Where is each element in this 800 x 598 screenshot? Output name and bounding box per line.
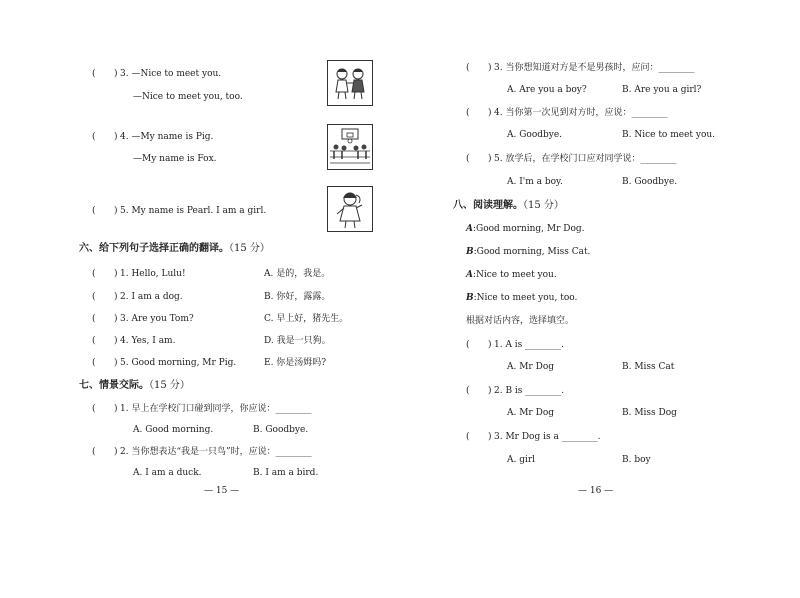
answer-paren-close: ) (488, 340, 492, 350)
dialogue-text: :Good morning, Miss Cat. (473, 247, 591, 257)
option-a: A. girl (507, 455, 536, 465)
answer-paren-close: ) (114, 69, 118, 79)
option-b: B. boy (622, 455, 651, 465)
answer-paren-open: ( (466, 432, 470, 442)
situation-question: 4. 当你第一次见到对方时，应说：________ (494, 108, 668, 118)
answer-paren-open: ( (466, 63, 470, 73)
page-number: — 16 — (578, 486, 614, 496)
answer-paren-open: ( (92, 269, 96, 279)
dialogue-speaker: B (466, 293, 474, 303)
right-page (420, 0, 800, 598)
picture-girl (327, 186, 373, 232)
picture-basketball-court (327, 124, 373, 170)
option-a: A. Mr Dog (507, 408, 554, 418)
section-title: 六、给下列句子选择正确的翻译。 (79, 243, 229, 254)
answer-paren-open: ( (92, 358, 96, 368)
option-b: B. Nice to meet you. (622, 130, 716, 140)
translation-question: 3. Are you Tom? (120, 314, 194, 324)
option-b: B. I am a bird. (253, 468, 319, 478)
kids-greeting-illustration (328, 61, 372, 105)
answer-paren-open: ( (92, 336, 96, 346)
option-a: A. I am a duck. (133, 468, 202, 478)
option-a: A. Good morning. (133, 425, 214, 435)
reading-question: 3. Mr Dog is a ________. (494, 432, 601, 442)
dialogue-line (466, 269, 557, 281)
option-a: A. Goodbye. (507, 130, 563, 140)
answer-paren-close: ) (488, 154, 492, 164)
question-text: 4. —My name is Pig. (120, 132, 214, 142)
answer-paren-close: ) (114, 404, 118, 414)
translation-option: D. 我是一只狗。 (264, 336, 331, 346)
girl-illustration (328, 187, 372, 231)
answer-paren-close: ) (114, 447, 118, 457)
dialogue-speaker: A (466, 270, 473, 280)
answer-paren-open: ( (466, 386, 470, 396)
answer-paren-open: ( (92, 314, 96, 324)
reading-question: 2. B is ________. (494, 386, 565, 396)
answer-paren-open: ( (466, 154, 470, 164)
answer-paren-close: ) (114, 292, 118, 302)
dialogue-line (466, 246, 590, 258)
question-reply: —Nice to meet you, too. (133, 92, 243, 102)
translation-question: 4. Yes, I am. (120, 336, 176, 346)
option-b: B. Miss Cat (622, 362, 675, 372)
answer-paren-close: ) (114, 132, 118, 142)
translation-question: 2. I am a dog. (120, 292, 183, 302)
section-points: （15 分） (523, 200, 564, 211)
dialogue-speaker: A (466, 224, 473, 234)
reading-instruction: 根据对话内容，选择填空。 (466, 316, 575, 326)
situation-question: 2. 当你想表达“我是一只鸟”时，应说：________ (120, 447, 312, 457)
answer-paren-close: ) (488, 386, 492, 396)
answer-paren-open: ( (92, 404, 96, 414)
translation-option: E. 你是汤姆吗? (264, 358, 327, 368)
question-reply: —My name is Fox. (133, 154, 217, 164)
situation-question: 3. 当你想知道对方是不是男孩时，应问：________ (494, 63, 695, 73)
situation-question: 1. 早上在学校门口碰到同学，你应说：________ (120, 404, 312, 414)
answer-paren-open: ( (466, 340, 470, 350)
translation-question: 5. Good morning, Mr Pig. (120, 358, 237, 368)
picture-two-kids-greeting (327, 60, 373, 106)
answer-paren-open: ( (92, 69, 96, 79)
option-b: B. Goodbye. (622, 177, 678, 187)
option-a: A. Are you a boy? (507, 85, 587, 95)
option-b: B. Are you a girl? (622, 85, 702, 95)
answer-paren-close: ) (114, 269, 118, 279)
option-a: A. I'm a boy. (507, 177, 563, 187)
situation-question: 5. 放学后，在学校门口应对同学说：________ (494, 154, 677, 164)
translation-option: C. 早上好，猪先生。 (264, 314, 349, 324)
answer-paren-close: ) (114, 206, 118, 216)
basketball-court-illustration (328, 125, 372, 169)
question-text: 5. My name is Pearl. I am a girl. (120, 206, 267, 216)
translation-option: B. 你好，露露。 (264, 292, 331, 302)
option-a: A. Mr Dog (507, 362, 554, 372)
answer-paren-open: ( (92, 132, 96, 142)
dialogue-text: :Nice to meet you, too. (473, 293, 578, 303)
section-points: （15 分） (229, 243, 270, 254)
dialogue-line (466, 223, 585, 235)
answer-paren-open: ( (92, 206, 96, 216)
answer-paren-open: ( (92, 447, 96, 457)
answer-paren-close: ) (114, 358, 118, 368)
answer-paren-close: ) (114, 336, 118, 346)
answer-paren-open: ( (92, 292, 96, 302)
section-title: 七、情景交际。 (79, 380, 149, 391)
translation-option: A. 是的，我是。 (264, 269, 331, 279)
answer-paren-close: ) (488, 63, 492, 73)
dialogue-text: :Nice to meet you. (472, 270, 557, 280)
reading-question: 1. A is ________. (494, 340, 565, 350)
answer-paren-close: ) (488, 432, 492, 442)
page-number: — 15 — (204, 486, 240, 496)
section-points: （15 分） (149, 380, 190, 391)
section-title: 八、阅读理解。 (453, 200, 523, 211)
answer-paren-open: ( (466, 108, 470, 118)
question-text: 3. —Nice to meet you. (120, 69, 222, 79)
option-b: B. Miss Dog (622, 408, 677, 418)
translation-question: 1. Hello, Lulu! (120, 269, 186, 279)
dialogue-line (466, 292, 577, 304)
section-7-heading (79, 379, 190, 393)
option-b: B. Goodbye. (253, 425, 309, 435)
section-6-heading (79, 242, 270, 256)
answer-paren-close: ) (114, 314, 118, 324)
dialogue-text: :Good morning, Mr Dog. (472, 224, 585, 234)
section-8-heading (453, 199, 564, 213)
dialogue-speaker: B (466, 247, 474, 257)
answer-paren-close: ) (488, 108, 492, 118)
